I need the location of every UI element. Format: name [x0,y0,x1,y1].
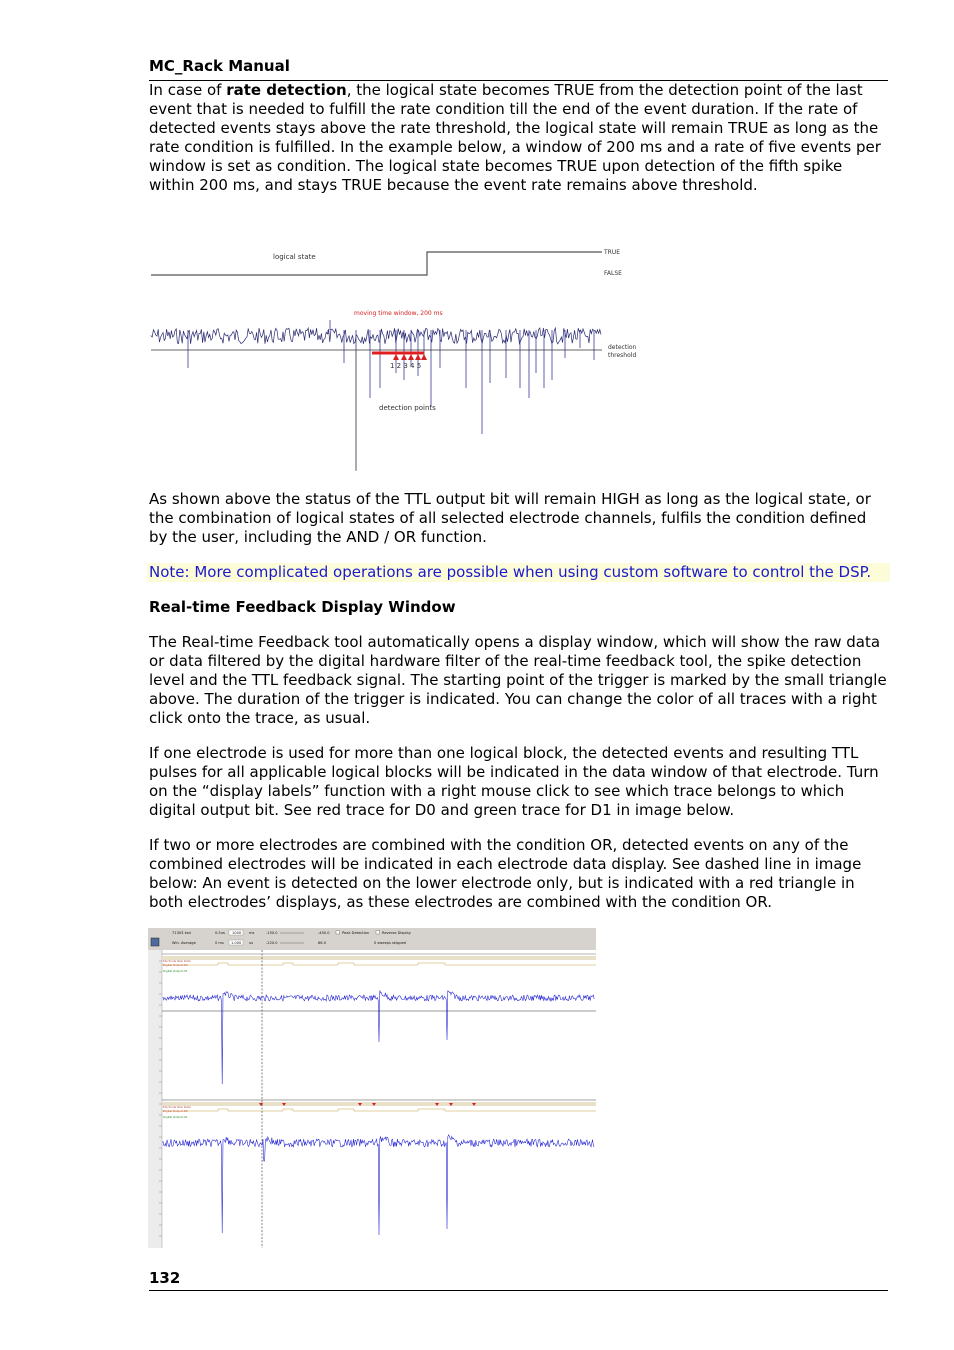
tb-r2f: 66.0 [318,941,327,945]
spike-numbers: 1 2 3 4 5 [390,362,422,370]
para1-prefix: In case of [149,81,227,99]
save-icon[interactable] [151,938,159,946]
logical-state-figure [148,238,648,473]
tb-r2d: us [249,941,254,945]
window-label: moving time window, 200 ms [354,310,443,317]
tb-r2c: 1.000 [231,941,242,945]
mc-rack-screenshot [148,928,596,1248]
upper-d0-label: Digital Output D0 [163,963,188,967]
lower-d1-label: Digital Output D1 [163,1115,188,1119]
detection-arrows [393,354,427,360]
paragraph-or-condition: If two or more electrodes are combined with the condition OR, detected events on any of the combined electrodes will be indicated in each electrode data display. See dashed line in image below: An event is detected on the lower electrode only, but is indicated with a red triangle in both electrodes’ displays, as these electrodes are combined with the condition OR. [149,836,862,911]
peak-detection-checkbox[interactable] [336,931,340,935]
tb-r1b: 0.5us [215,931,225,935]
y-axis-panel [148,950,162,1248]
tb-r2g: 0 sweeps skipped [374,941,406,945]
tb-r2a: Win. Average [172,941,196,945]
false-label: FALSE [604,270,622,277]
tb-r1g: Peak Detection [342,931,370,935]
detection-label: detection [608,344,637,351]
tb-r1e: -150.0 [266,931,278,935]
page-number: 132 [149,1269,181,1287]
tb-r1f: -450.0 [318,931,330,935]
logical-state-label: logical state [273,253,316,261]
signal-spikes [188,320,594,470]
tb-r1h: Reverse Display [382,931,411,935]
upper-d1-label: Digital Output D1 [163,969,188,973]
manual-title: MC_Rack Manual [149,57,290,75]
logical-state-line [151,252,602,275]
para1-bold-term: rate detection [226,81,347,99]
true-label: TRUE [604,249,621,256]
signal-trace [151,328,601,344]
tb-r2e: -220.0 [266,941,278,945]
tb-r2b: 0 ms [215,941,224,945]
page-header [149,56,888,81]
lower-raw-label: Electrode Raw Data [163,1105,191,1109]
paragraph-rate-detection [149,81,889,195]
upper-raw-label: Electrode Raw Data [163,959,191,963]
paragraph-logical-blocks: If one electrode is used for more than one logical block, the detected events and resulting TTL pulses for all applicable logical blocks will be indicated in the data window of that electrode. Turn on the “display labels” function with a right mouse click to see which trace belongs to which digital output bit. See red trace for D0 and green trace for D1 in image below. [149,744,879,819]
para1-rest: , the logical state becomes TRUE from the detection point of the last event that is needed to fulfill the rate condition till the end of the event duration. If the rate of detected events stays above the rate threshold, the logical state will remain TRUE as long as the rate condition is fulfilled. In the example below, a window of 200 ms and a rate of five events per window is set as condition. The logical state becomes TRUE upon detection of the fifth spike within 200 ms, and stays TRUE because the event rate remains above threshold. [149,81,881,194]
page-footer [149,1268,888,1291]
threshold-label: threshold [608,352,637,359]
paragraph-display-window: The Real-time Feedback tool automatically opens a display window, which will show the raw data or data filtered by the digital hardware filter of the real-time feedback tool, the spike detection level and the TTL feedback signal. The starting point of the trigger is marked by the small triangle above. The duration of the trigger is indicated. You can change the color of all traces with a right click onto the trace, as usual. [149,633,887,727]
section-heading: Real-time Feedback Display Window [149,598,456,616]
tb-r1d: ms [249,931,255,935]
tb-r1c: 1000 [232,931,242,935]
lower-d0-label: Digital Output D0 [163,1109,188,1113]
reverse-display-checkbox[interactable] [376,931,380,935]
paragraph-ttl-status: As shown above the status of the TTL output bit will remain HIGH as long as the logical state, or the combination of logical states of all selected electrode channels, fulfils the condition defined by the user, including the AND / OR function. [149,490,871,546]
detection-points-label: detection points [379,404,436,412]
note-box: Note: More complicated operations are possible when using custom software to control the DSP. [147,563,890,582]
tb-r1a: 71303 ksd [172,931,191,935]
